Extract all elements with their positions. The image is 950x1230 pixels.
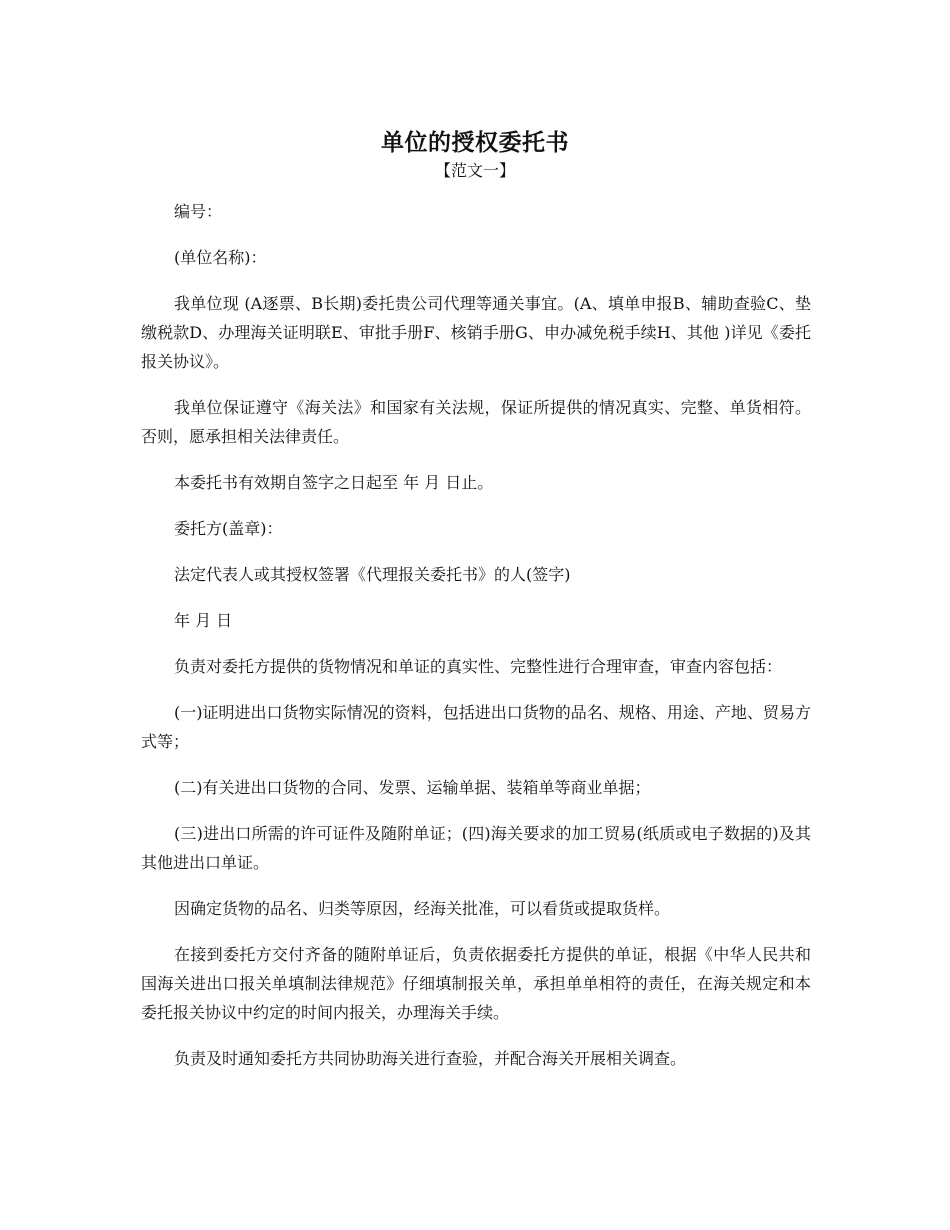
paragraph-signatory: 法定代表人或其授权签署《代理报关委托书》的人(签字) (174, 565, 571, 584)
document-body (141, 197, 811, 1090)
paragraph-entrustment: 我单位现 (A逐票、B长期)委托贵公司代理等通关事宜。(A、填单申报B、辅助查验C、垫缴税款D、办理海关证明联E、审批手册F、核销手册G、申办减免税手续H、其他 )详见《委托报关协议》。 (141, 294, 811, 371)
paragraph-sampling: 因确定货物的品名、归类等原因，经海关批准，可以看货或提取货样。 (174, 899, 671, 918)
paragraph-client-seal: 委托方(盖章)： (174, 519, 283, 538)
document-title: 单位的授权委托书 (381, 129, 569, 157)
document-subtitle: 【范文一】 (434, 161, 515, 180)
paragraph-item-1: (一)证明进出口货物实际情况的资料，包括进出口货物的品名、规格、用途、产地、贸易方式等； (141, 703, 811, 751)
paragraph-item-2: (二)有关进出口货物的合同、发票、运输单据、装箱单等商业单据； (174, 778, 651, 797)
paragraph-unit-name: (单位名称)： (174, 248, 267, 267)
paragraph-number: 编号： (174, 202, 223, 221)
paragraph-date: 年 月 日 (174, 611, 233, 630)
paragraph-item-3-4: (三)进出口所需的许可证件及随附单证；(四)海关要求的加工贸易(纸质或电子数据的)及其其他进出口单证。 (141, 824, 811, 872)
paragraph-validity: 本委托书有效期自签字之日起至 年 月 日止。 (174, 473, 494, 492)
paragraph-guarantee: 我单位保证遵守《海关法》和国家有关法规，保证所提供的情况真实、完整、单货相符。否则，愿承担相关法律责任。 (141, 398, 811, 446)
paragraph-review: 负责对委托方提供的货物情况和单证的真实性、完整性进行合理审查，审查内容包括： (174, 657, 783, 676)
paragraph-declaration: 在接到委托方交付齐备的随附单证后，负责依据委托方提供的单证，根据《中华人民共和国海关进出口报关单填制法律规范》仔细填制报关单，承担单单相符的责任，在海关规定和本委托报关协议中约定的时间内报关，办理海关手续。 (141, 945, 811, 1022)
paragraph-inspection: 负责及时通知委托方共同协助海关进行查验，并配合海关开展相关调查。 (174, 1049, 687, 1068)
